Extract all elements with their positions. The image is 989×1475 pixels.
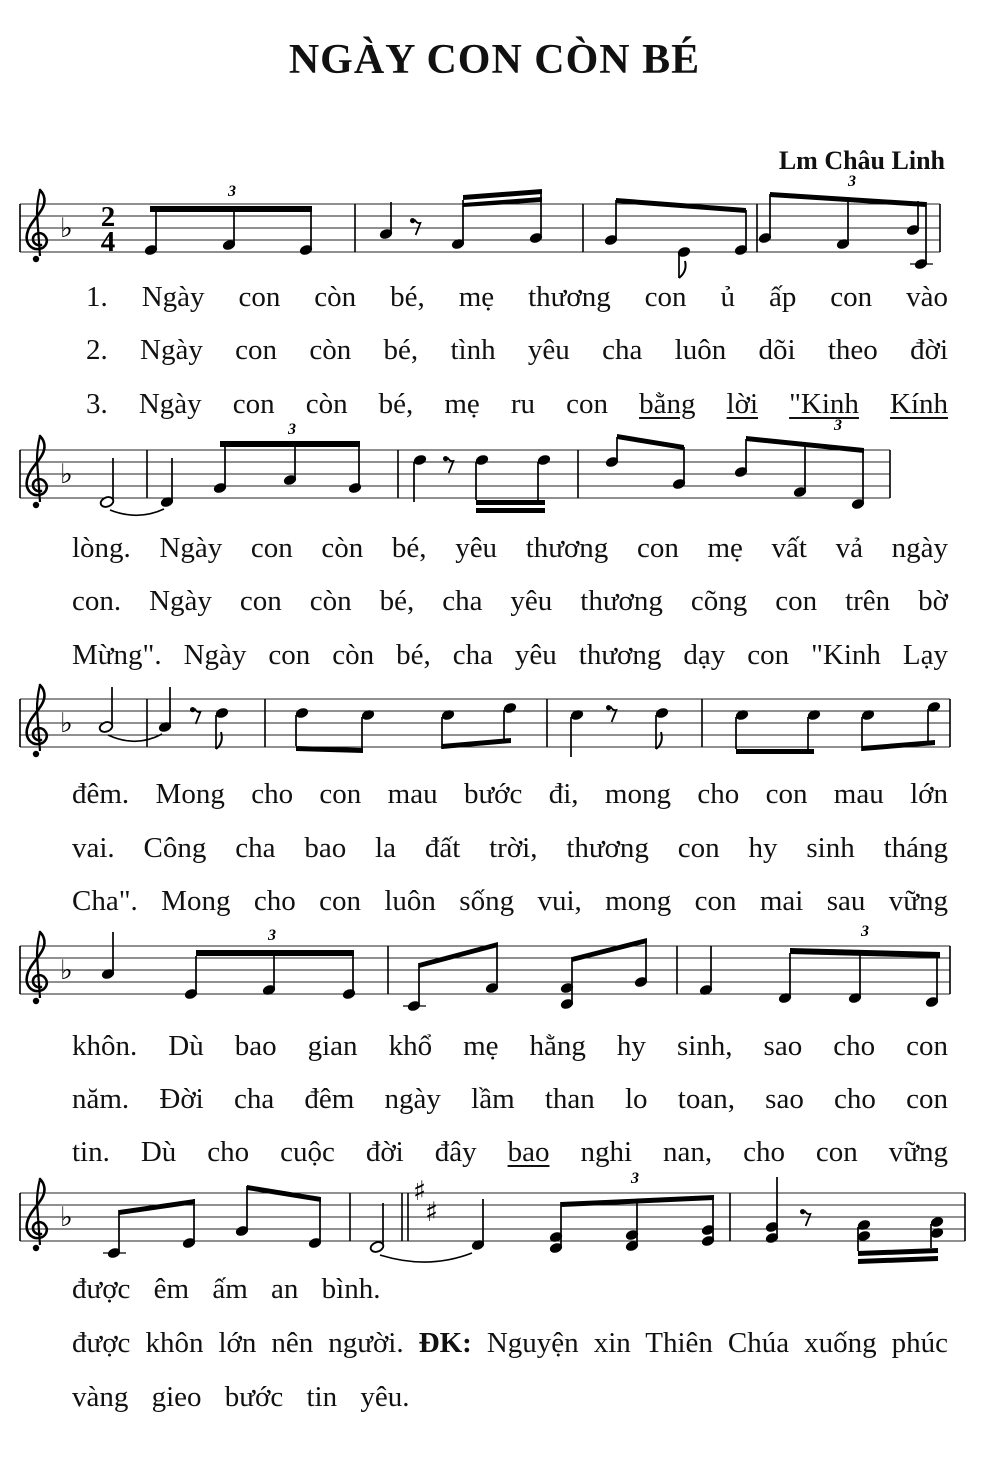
triplet-number: 3 (861, 923, 869, 940)
triplet-number: 3 (834, 417, 842, 434)
notes-measure-2 (295, 702, 518, 753)
eighth-rest-icon (190, 707, 200, 724)
staff-2 (0, 416, 989, 536)
flat-sign-icon: ♭ (60, 955, 73, 986)
notes-measure-3 (699, 923, 940, 1008)
notes-measure-4 (758, 173, 933, 270)
notes-measure-4 (735, 701, 942, 754)
staff-3 (0, 665, 989, 785)
notes-measure-1 (98, 687, 229, 749)
staff-lines (20, 1193, 965, 1241)
lyric-line-14: được khôn lớn nên người. ĐK: Nguyện xin Thiên Chúa xuống phúc (72, 1327, 949, 1359)
staff-4 (0, 912, 989, 1032)
notes-measure-2 (379, 189, 544, 250)
lyric-line-4: lòng. Ngày con còn bé, yêu thương con mẹ vất vả ngày (72, 532, 948, 564)
staff-lines (20, 450, 890, 498)
eighth-rest-icon (606, 705, 616, 722)
notes-measure-1 (99, 421, 362, 515)
sharp-sign-icon: ♯ (413, 1176, 427, 1207)
lyric-line-7: đêm. Mong cho con mau bước đi, mong cho con mau lớn (72, 778, 948, 810)
lyric-line-2: 2. Ngày con còn bé, tình yêu cha luôn dõi theo đời (86, 334, 948, 366)
composer-credit: Lm Châu Linh (778, 146, 945, 175)
triplet-number: 3 (268, 927, 276, 944)
eighth-rest-icon (410, 218, 420, 235)
triplet-number: 3 (288, 421, 296, 438)
notes-measure-2 (369, 1170, 715, 1262)
triplet-number: 3 (631, 1170, 639, 1187)
song-title: NGÀY CON CÒN BÉ (288, 37, 701, 83)
staff-5 (0, 1159, 989, 1279)
lyric-line-12: tin. Dù cho cuộc đời đây bao nghi nan, cho con vững (72, 1136, 949, 1168)
flat-sign-icon: ♭ (60, 1202, 73, 1233)
notes-measure-1 (101, 927, 357, 1000)
triplet-number: 3 (848, 173, 856, 190)
flat-sign-icon: ♭ (60, 459, 73, 490)
notes-measure-3 (765, 1177, 945, 1264)
time-signature-bottom: 4 (100, 226, 116, 258)
treble-clef-icon (27, 932, 47, 1004)
notes-measure-2 (403, 938, 648, 1012)
lyric-line-1: 1. Ngày con còn bé, mẹ thương con ủ ấp con vào (86, 281, 948, 313)
lyric-line-6: Mừng". Ngày con còn bé, cha yêu thương dạy con "Kinh Lạy (72, 639, 948, 671)
lyric-line-13: được êm ấm an bình. (72, 1273, 381, 1305)
lyric-line-8: vai. Công cha bao la đất trời, thương con hy sinh tháng (72, 832, 948, 864)
notes-measure-1 (144, 183, 314, 256)
eighth-rest-icon (443, 456, 453, 473)
lyric-line-15: vàng gieo bước tin yêu. (72, 1381, 410, 1413)
treble-clef-icon (27, 190, 47, 262)
lyric-line-5: con. Ngày con còn bé, cha yêu thương cõng con trên bờ (72, 585, 948, 617)
staff-1 (0, 170, 989, 290)
lyric-line-3: 3. Ngày con còn bé, mẹ ru con bằng lời "Kinh Kính (86, 388, 949, 420)
notes-measure-1 (103, 1185, 322, 1259)
notes-measure-3 (604, 198, 749, 278)
sharp-sign-icon: ♯ (425, 1197, 439, 1228)
notes-measure-3 (570, 705, 670, 757)
lyric-line-10: khôn. Dù bao gian khổ mẹ hằng hy sinh, sao cho con (72, 1030, 948, 1062)
time-signature-top: 2 (100, 201, 116, 233)
treble-clef-icon (27, 685, 47, 757)
flat-sign-icon: ♭ (60, 708, 73, 739)
triplet-number: 3 (228, 183, 236, 200)
lyric-line-11: năm. Đời cha đêm ngày lầm than lo toan, sao cho con (72, 1083, 948, 1115)
treble-clef-icon (27, 436, 47, 508)
treble-clef-icon (27, 1179, 47, 1251)
lyric-line-9: Cha". Mong cho con luôn sống vui, mong con mai sau vững (72, 885, 948, 917)
flat-sign-icon: ♭ (60, 213, 73, 244)
staff-lines (20, 699, 950, 747)
notes-measure-3 (605, 417, 866, 510)
